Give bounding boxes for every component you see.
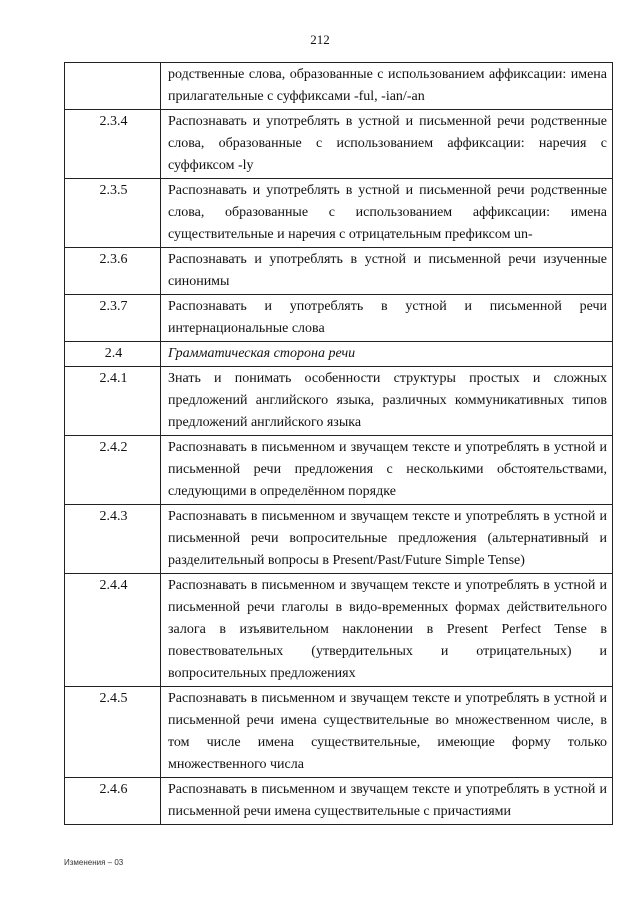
row-description-text: Распознавать и употреблять в устной и письменной речи родственные слова, образованные с использованием аффиксации: наречия с суффиксом -ly: [168, 114, 607, 173]
row-description: [161, 367, 613, 436]
row-description: [161, 778, 613, 825]
row-code: 2.4.5: [65, 687, 161, 778]
row-code: 2.4.2: [65, 436, 161, 505]
row-description-text: Распознавать и употреблять в устной и письменной речи интернациональные слова: [168, 299, 607, 336]
row-description-text: Знать и понимать особенности структуры простых и сложных предложений английского языка, различных коммуникативных типов предложений английского языка: [168, 371, 607, 430]
row-code: 2.3.6: [65, 248, 161, 295]
requirements-table-body: [65, 63, 613, 825]
table-row: [65, 248, 613, 295]
row-code: 2.4.3: [65, 505, 161, 574]
row-description-text: Распознавать в письменном и звучащем тексте и употреблять в устной и письменной речи глаголы в видо-временных формах действительного залога в изъявительном наклонении в Present Perfect Tense в повествовательных (утвердительных и отрицательных) и вопросительных предложениях: [168, 578, 607, 681]
row-code: 2.4.4: [65, 574, 161, 687]
revision-footer: Изменения – 03: [64, 858, 124, 867]
row-description-text: родственные слова, образованные с использованием аффиксации: имена прилагательные с суффиксами -ful, -ian/-an: [168, 67, 607, 104]
row-description: [161, 110, 613, 179]
table-row: [65, 295, 613, 342]
table-row: [65, 505, 613, 574]
row-code: 2.4.1: [65, 367, 161, 436]
page-number: 212: [310, 32, 330, 47]
row-description-text: Распознавать и употреблять в устной и письменной речи родственные слова, образованные с использованием аффиксации: имена существительные и наречия с отрицательным префиксом un-: [168, 183, 607, 242]
row-description: [161, 436, 613, 505]
row-code: 2.3.7: [65, 295, 161, 342]
row-description-text: Распознавать в письменном и звучащем тексте и употреблять в устной и письменной речи имена существительные во множественном числе, в том числе имена существительные, имеющие форму только множественного числа: [168, 691, 607, 772]
row-description: [161, 63, 613, 110]
row-description: [161, 687, 613, 778]
row-description-text: Распознавать в письменном и звучащем тексте и употреблять в устной и письменной речи предложения с несколькими обстоятельствами, следующими в определённом порядке: [168, 440, 607, 499]
row-description-text: Распознавать в письменном и звучащем тексте и употреблять в устной и письменной речи вопросительные предложения (альтернативный и разделительный вопросы в Present/Past/Future Simple Tense): [168, 509, 607, 568]
row-code: 2.3.5: [65, 179, 161, 248]
table-row: [65, 778, 613, 825]
row-code: [65, 63, 161, 110]
table-row: [65, 687, 613, 778]
table-row: [65, 110, 613, 179]
table-row: [65, 436, 613, 505]
row-code: 2.4.6: [65, 778, 161, 825]
table-row: [65, 63, 613, 110]
table-row: [65, 574, 613, 687]
row-description: [161, 179, 613, 248]
row-code: 2.4: [65, 342, 161, 367]
requirements-table: [64, 62, 613, 825]
row-description: [161, 248, 613, 295]
table-row: [65, 342, 613, 367]
row-description-text: Грамматическая сторона речи: [168, 346, 356, 361]
row-code: 2.3.4: [65, 110, 161, 179]
row-description-text: Распознавать в письменном и звучащем тексте и употреблять в устной и письменной речи имена существительные с причастиями: [168, 782, 607, 819]
table-row: [65, 367, 613, 436]
row-description: [161, 505, 613, 574]
row-description: [161, 574, 613, 687]
table-row: [65, 179, 613, 248]
row-description: [161, 342, 613, 367]
row-description-text: Распознавать и употреблять в устной и письменной речи изученные синонимы: [168, 252, 607, 289]
row-description: [161, 295, 613, 342]
